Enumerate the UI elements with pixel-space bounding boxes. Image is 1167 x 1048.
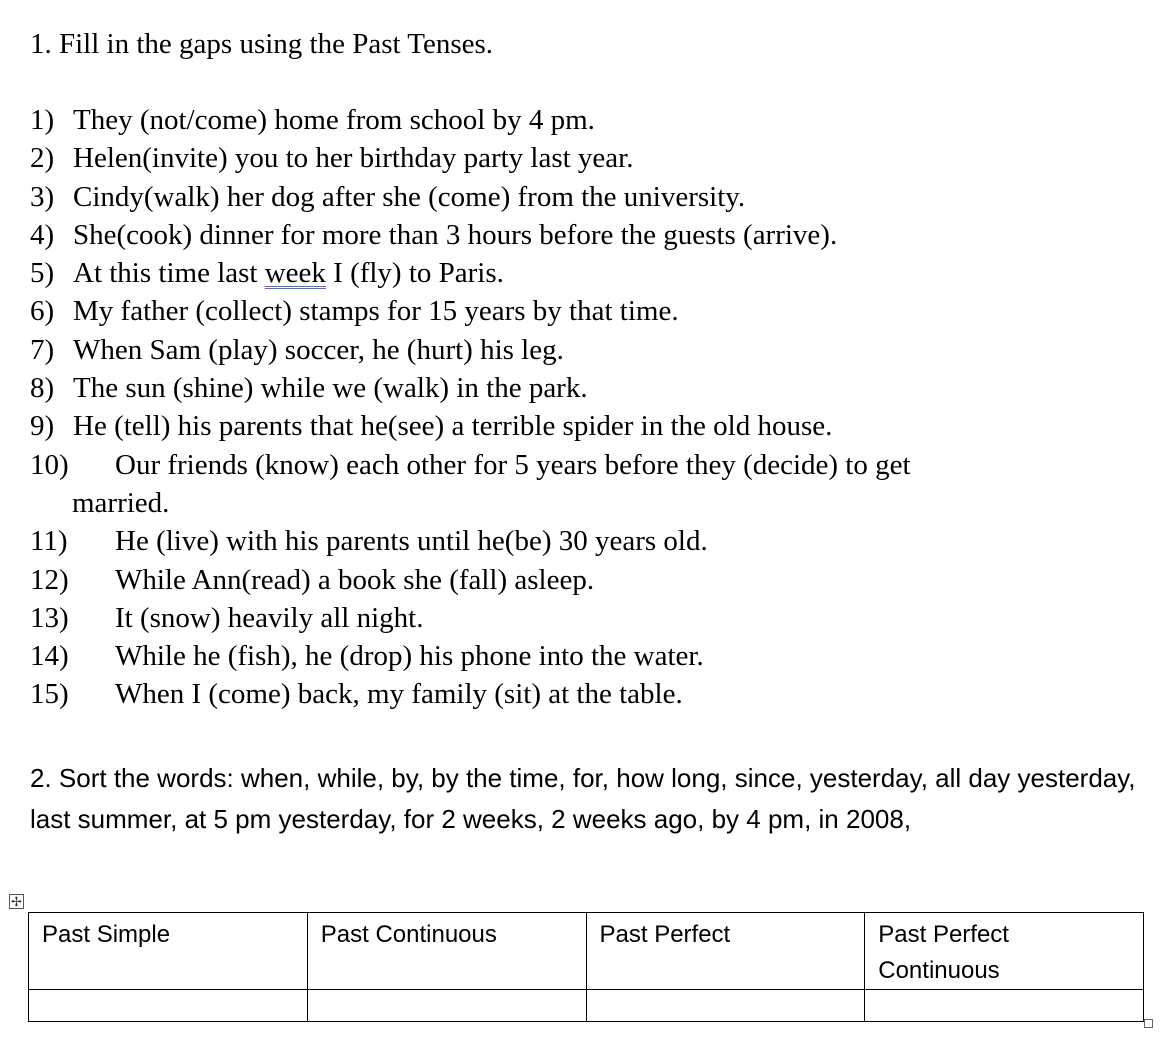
table-header-cell[interactable]: Past Perfect Continuous <box>865 913 1144 990</box>
sentence-4 <box>30 216 1110 254</box>
sentence-text: It (snow) heavily all night. <box>115 601 424 634</box>
sentence-number: 12) <box>30 563 69 596</box>
sentence-number: 6) <box>30 295 55 328</box>
sentence-3 <box>30 178 1110 216</box>
sentence-12 <box>30 561 1110 599</box>
sentence-text: They (not/come) home from school by 4 pm. <box>73 104 595 136</box>
sentence-9 <box>30 407 1110 445</box>
sentence-text: Cindy(walk) her dog after she (come) from the university. <box>73 180 746 213</box>
sentence-text: He (live) with his parents until he(be) 30 years old. <box>115 525 708 558</box>
sentence-number: 11) <box>30 525 68 558</box>
sentence-10 <box>30 446 1110 523</box>
sentence-number: 3) <box>30 180 55 213</box>
tense-table <box>28 912 1144 1022</box>
sentence-continuation: married. <box>72 486 170 519</box>
table-header-row <box>29 913 1144 990</box>
sentence-number: 1) <box>30 104 55 136</box>
sentence-number: 14) <box>30 640 69 673</box>
sentence-11 <box>30 522 1110 560</box>
table-header-cell[interactable]: Past Continuous <box>307 913 586 990</box>
sentence-5 <box>30 254 1110 292</box>
sentence-1 <box>30 101 1110 139</box>
sentence-text-before: At this time last <box>73 257 265 290</box>
sentence-15 <box>30 675 1110 713</box>
table-cell[interactable] <box>865 990 1144 1022</box>
sentence-text: While Ann(read) a book she (fall) asleep. <box>115 563 595 596</box>
table-header-cell[interactable]: Past Simple <box>29 913 308 990</box>
sentence-text: My father (collect) stamps for 15 years by that time. <box>73 295 679 328</box>
table-move-handle-icon[interactable]: ✢ <box>9 894 24 909</box>
table-cell[interactable] <box>29 990 308 1022</box>
sentence-2 <box>30 139 1110 177</box>
sentence-text: While he (fish), he (drop) his phone into the water. <box>115 640 704 673</box>
sentence-13 <box>30 599 1110 637</box>
sentence-text: She(cook) dinner for more than 3 hours before the guests (arrive). <box>73 218 838 251</box>
table-header-cell[interactable]: Past Perfect <box>586 913 865 990</box>
sentence-number: 10) <box>30 448 69 481</box>
sentence-text: Helen(invite) you to her birthday party last year. <box>73 142 634 175</box>
task1-heading: 1. Fill in the gaps using the Past Tenses. <box>30 28 494 60</box>
sentence-text: When I (come) back, my family (sit) at the table. <box>115 678 683 711</box>
table-resize-handle-icon[interactable] <box>1144 1019 1153 1028</box>
grammar-flagged-word[interactable]: week <box>264 257 326 290</box>
sentence-number: 5) <box>30 257 55 290</box>
sentence-number: 8) <box>30 372 55 405</box>
sentence-text: He (tell) his parents that he(see) a terrible spider in the old house. <box>73 410 833 443</box>
table-cell[interactable] <box>307 990 586 1022</box>
sentence-list <box>30 101 1110 714</box>
task2-instructions: 2. Sort the words: when, while, by, by the time, for, how long, since, yesterday, all day yesterday, last summer, at 5 pm yesterday, for 2 weeks, 2 weeks ago, by 4 pm, in 2008, <box>30 763 1136 834</box>
sentence-number: 2) <box>30 142 55 175</box>
sentence-text: The sun (shine) while we (walk) in the park. <box>73 372 588 405</box>
table-cell[interactable] <box>586 990 865 1022</box>
sentence-number: 15) <box>30 678 69 711</box>
sentence-14 <box>30 637 1110 675</box>
sentence-number: 4) <box>30 218 55 251</box>
sentence-text: When Sam (play) soccer, he (hurt) his leg. <box>73 333 564 366</box>
sentence-number: 7) <box>30 333 55 366</box>
table-row <box>29 990 1144 1022</box>
sentence-number: 9) <box>30 410 55 443</box>
sentence-8 <box>30 369 1110 407</box>
sentence-6 <box>30 292 1110 330</box>
sentence-number: 13) <box>30 601 69 634</box>
sentence-7 <box>30 331 1110 369</box>
sentence-text: Our friends (know) each other for 5 years before they (decide) to get <box>115 448 911 481</box>
sentence-text-after: I (fly) to Paris. <box>325 257 504 290</box>
